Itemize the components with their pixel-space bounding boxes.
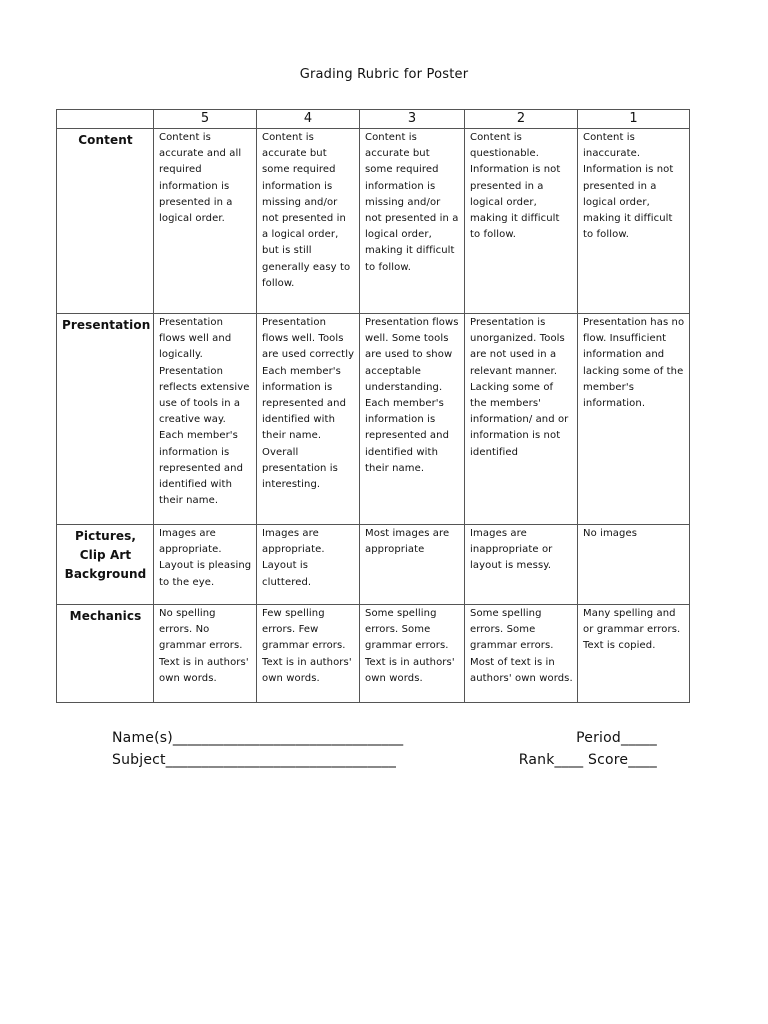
rubric-cell: No spelling errors. No grammar errors. Text is in authors' own words. xyxy=(154,605,257,703)
rubric-cell: Content is accurate but some required information is missing and/or not presented in a logical order, making it difficult to follow. xyxy=(360,129,465,314)
row-label-presentation: Presentation xyxy=(57,314,154,525)
rubric-cell: Some spelling errors. Some grammar errors. Text is in authors' own words. xyxy=(360,605,465,703)
period-field[interactable]: Period_____ xyxy=(576,730,657,746)
rubric-row-presentation xyxy=(57,314,690,525)
form-line-subject xyxy=(112,752,657,774)
rubric-cell: Content is inaccurate. Information is not presented in a logical order, making it difficult to follow. xyxy=(578,129,690,314)
rubric-cell: Presentation is unorganized. Tools are not used in a relevant manner. Lacking some of the members' information/ and or information is not identified xyxy=(465,314,578,525)
names-field[interactable]: Name(s)________________________________ xyxy=(112,730,404,746)
score-header-2: 2 xyxy=(465,110,578,129)
rubric-cell: Presentation has no flow. Insufficient information and lacking some of the member's information. xyxy=(578,314,690,525)
row-label-content: Content xyxy=(57,129,154,314)
rubric-row-content xyxy=(57,129,690,314)
rubric-row-pictures xyxy=(57,525,690,605)
score-header-1: 1 xyxy=(578,110,690,129)
rubric-cell: Content is accurate and all required information is presented in a logical order. xyxy=(154,129,257,314)
rubric-cell: Presentation flows well. Some tools are used to show acceptable understanding. Each member's information is represented and identified with their name. xyxy=(360,314,465,525)
rubric-cell: Some spelling errors. Some grammar errors. Most of text is in authors' own words. xyxy=(465,605,578,703)
rubric-cell: Images are inappropriate or layout is messy. xyxy=(465,525,578,605)
rubric-cell: No images xyxy=(578,525,690,605)
score-header-5: 5 xyxy=(154,110,257,129)
rubric-cell: Content is accurate but some required information is missing and/or not presented in a logical order, but is still generally easy to follow. xyxy=(257,129,360,314)
rubric-cell: Many spelling and or grammar errors. Text is copied. xyxy=(578,605,690,703)
row-label-mechanics: Mechanics xyxy=(57,605,154,703)
form-line-name xyxy=(112,730,657,752)
rubric-cell: Presentation flows well. Tools are used correctly Each member's information is represented and identified with their name. Overall presentation is interesting. xyxy=(257,314,360,525)
form-footer xyxy=(112,730,657,774)
rank-score-field[interactable]: Rank____ Score____ xyxy=(518,752,657,768)
subject-field[interactable]: Subject________________________________ xyxy=(112,752,397,768)
rubric-cell: Images are appropriate. Layout is cluttered. xyxy=(257,525,360,605)
corner-cell xyxy=(57,110,154,129)
rubric-cell: Most images are appropriate xyxy=(360,525,465,605)
score-header-row xyxy=(57,110,690,129)
rubric-cell: Content is questionable. Information is not presented in a logical order, making it difficult to follow. xyxy=(465,129,578,314)
rubric-table xyxy=(56,109,690,703)
rubric-cell: Presentation flows well and logically. Presentation reflects extensive use of tools in a creative way. Each member's information is represented and identified with their name. xyxy=(154,314,257,525)
rubric-cell: Few spelling errors. Few grammar errors. Text is in authors' own words. xyxy=(257,605,360,703)
row-label-pictures: Pictures, Clip Art Background xyxy=(57,525,154,605)
rubric-row-mechanics xyxy=(57,605,690,703)
score-header-3: 3 xyxy=(360,110,465,129)
score-header-4: 4 xyxy=(257,110,360,129)
document-title: Grading Rubric for Poster xyxy=(299,67,469,82)
rubric-cell: Images are appropriate. Layout is pleasing to the eye. xyxy=(154,525,257,605)
